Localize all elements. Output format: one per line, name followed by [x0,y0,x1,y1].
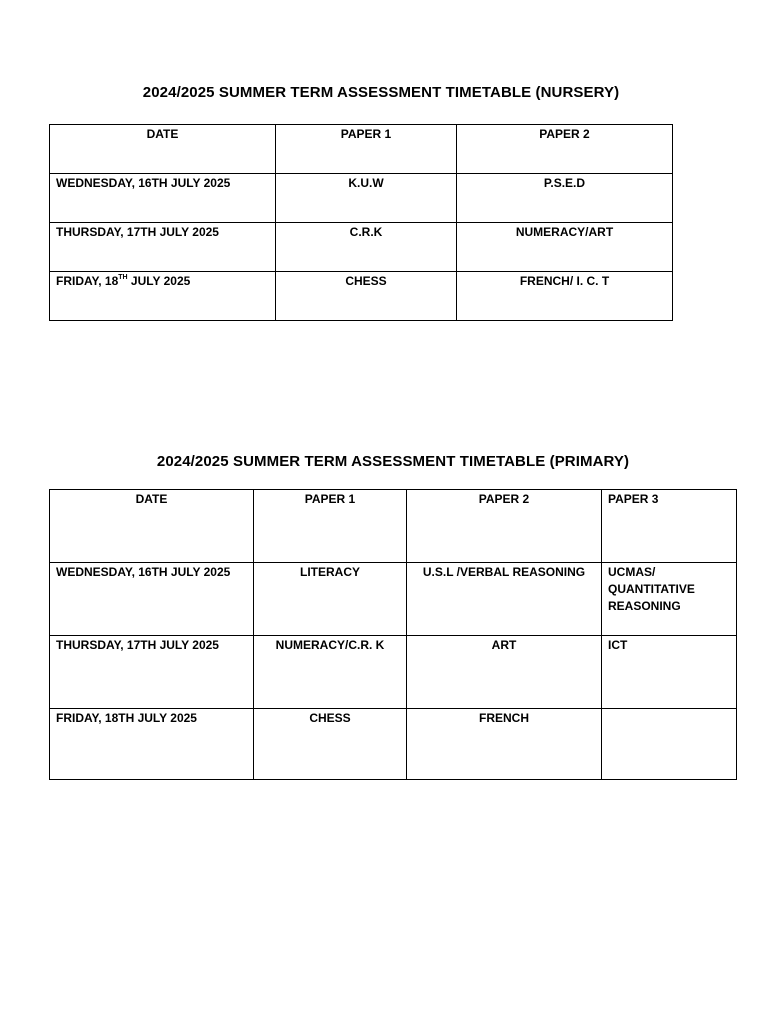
paper-1-cell: LITERACY [254,563,407,636]
paper-1-cell: K.U.W [276,174,457,223]
paper-3-line: QUANTITATIVE [608,582,695,596]
paper-2-cell: FRENCH [407,709,602,780]
date-cell: THURSDAY, 17TH JULY 2025 [50,223,276,272]
nursery-timetable-title: 2024/2025 SUMMER TERM ASSESSMENT TIMETABLE (NURSERY) [142,84,620,101]
paper-3-cell [602,709,737,780]
paper-1-cell: NUMERACY/C.R. K [254,636,407,709]
paper-1-cell: C.R.K [276,223,457,272]
header-paper-2: PAPER 2 [407,490,602,563]
paper-3-cell: ICT [602,636,737,709]
table-row [50,636,737,709]
date-cell [50,272,276,321]
date-prefix: FRIDAY, 18 [56,274,119,288]
paper-1-cell: CHESS [276,272,457,321]
paper-2-cell: U.S.L /VERBAL REASONING [407,563,602,636]
primary-timetable [49,489,737,780]
header-date: DATE [50,490,254,563]
date-cell: WEDNESDAY, 16TH JULY 2025 [50,563,254,636]
date-cell: THURSDAY, 17TH JULY 2025 [50,636,254,709]
table-header-row [50,125,673,174]
header-paper-2: PAPER 2 [457,125,673,174]
date-cell: FRIDAY, 18TH JULY 2025 [50,709,254,780]
header-paper-1: PAPER 1 [276,125,457,174]
table-row [50,563,737,636]
date-cell: WEDNESDAY, 16TH JULY 2025 [50,174,276,223]
paper-2-cell: NUMERACY/ART [457,223,673,272]
paper-3-line: UCMAS/ [608,565,656,579]
table-row [50,709,737,780]
date-suffix: JULY 2025 [127,274,191,288]
nursery-timetable [49,124,673,321]
primary-timetable-title: 2024/2025 SUMMER TERM ASSESSMENT TIMETABLE (PRIMARY) [156,453,630,470]
paper-3-cell [602,563,737,636]
table-row [50,174,673,223]
paper-2-cell: FRENCH/ I. C. T [457,272,673,321]
table-row [50,272,673,321]
table-row [50,223,673,272]
header-date: DATE [50,125,276,174]
paper-2-cell: P.S.E.D [457,174,673,223]
header-paper-3: PAPER 3 [602,490,737,563]
date-ordinal-suffix: TH [118,274,128,281]
table-header-row [50,490,737,563]
paper-2-cell: ART [407,636,602,709]
header-paper-1: PAPER 1 [254,490,407,563]
paper-3-line: REASONING [608,599,681,613]
paper-1-cell: CHESS [254,709,407,780]
